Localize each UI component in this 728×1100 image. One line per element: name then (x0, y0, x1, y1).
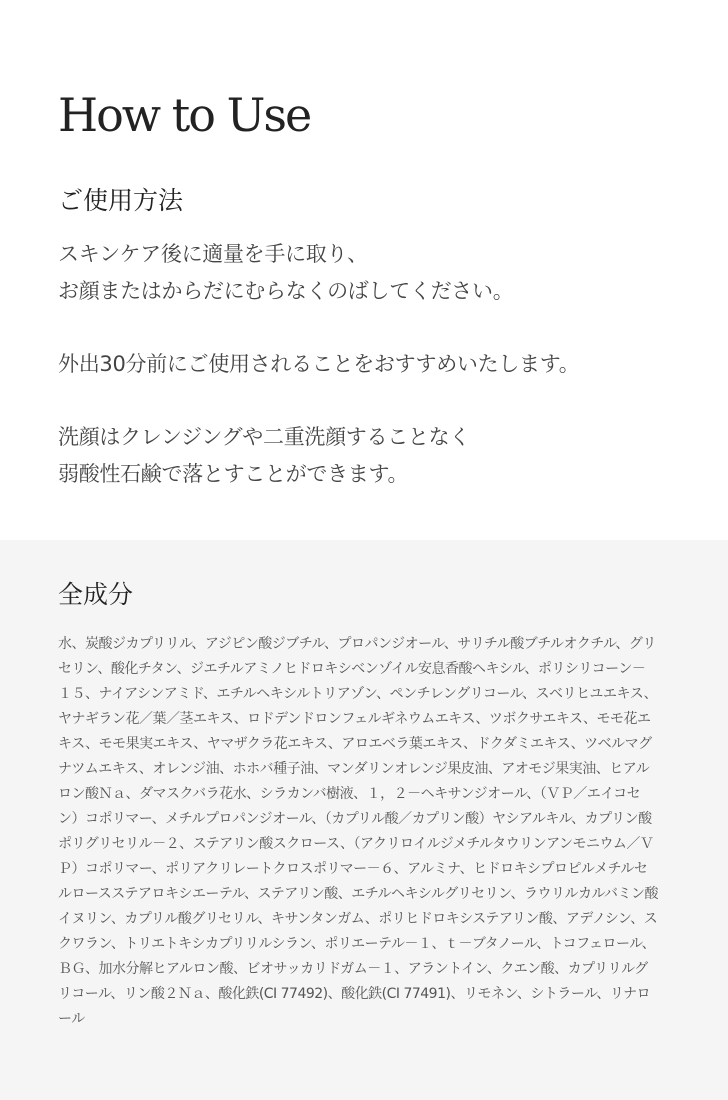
usage-line: 洗顔はクレンジングや二重洗顔することなく (58, 425, 471, 449)
usage-paragraph (58, 346, 698, 383)
usage-instructions (58, 236, 698, 529)
usage-line: スキンケア後に適量を手に取り、 (58, 242, 368, 266)
how-to-use-heading: How to Use (58, 88, 311, 142)
ingredients-list: 水、炭酸ジカプリリル、アジピン酸ジブチル、プロパンジオール、サリチル酸ブチルオクチル、グリセリン、酸化チタン、ジエチルアミノヒドロキシベンゾイル安息香酸ヘキシル、ポリシリコーン－１５、ナイアシンアミド、エチルヘキシルトリアゾン、ペンチレングリコール、スベリヒユエキス、ヤナギラン花／葉／茎エキス、ロドデンドロンフェルギネウムエキス、ツボクサエキス、モモ花エキス、モモ果実エキス、ヤマザクラ花エキス、アロエベラ葉エキス、ドクダミエキス、ツベルマグナツムエキス、オレンジ油、ホホバ種子油、マンダリンオレンジ果皮油、アオモジ果実油、ヒアルロン酸Ｎａ、ダマスクバラ花水、シラカンバ樹液、１，２－ヘキサンジオール、（ＶＰ／エイコセン）コポリマー、メチルプロパンジオール、（カプリル酸／カプリン酸）ヤシアルキル、カプリン酸ポリグリセリル－２、ステアリン酸スクロース、（アクリロイルジメチルタウリンアンモニウム／ＶＰ）コポリマー、ポリアクリレートクロスポリマー－６、アルミナ、ヒドロキシプロピルメチルセルロースステアロキシエーテル、ステアリン酸、エチルヘキシルグリセリン、ラウリルカルバミン酸イヌリン、カプリル酸グリセリル、キサンタンガム、ポリヒドロキシステアリン酸、アデノシン、スクワラン、トリエトキシカプリリルシラン、ポリエーテル－１、ｔ－ブタノール、トコフェロール、ＢＧ、加水分解ヒアルロン酸、ビオサッカリドガム－１、アラントイン、クエン酸、カプリリルグリコール、リン酸２Ｎａ、酸化鉄(CI 77492)、酸化鉄(CI 77491)、リモネン、シトラール、リナロール (58, 636, 659, 1027)
usage-line: お顔またはからだにむらなくのばしてください。 (58, 279, 514, 303)
how-to-use-section (0, 0, 728, 540)
usage-subheading: ご使用方法 (58, 186, 184, 215)
usage-paragraph (58, 419, 698, 493)
ingredients-section (0, 540, 728, 1100)
ingredients-heading: 全成分 (58, 580, 134, 609)
usage-line: 外出30分前にご使用されることをおすすめいたします。 (58, 352, 580, 376)
usage-paragraph (58, 236, 698, 310)
usage-line: 弱酸性石鹸で落とすことができます。 (58, 462, 409, 486)
